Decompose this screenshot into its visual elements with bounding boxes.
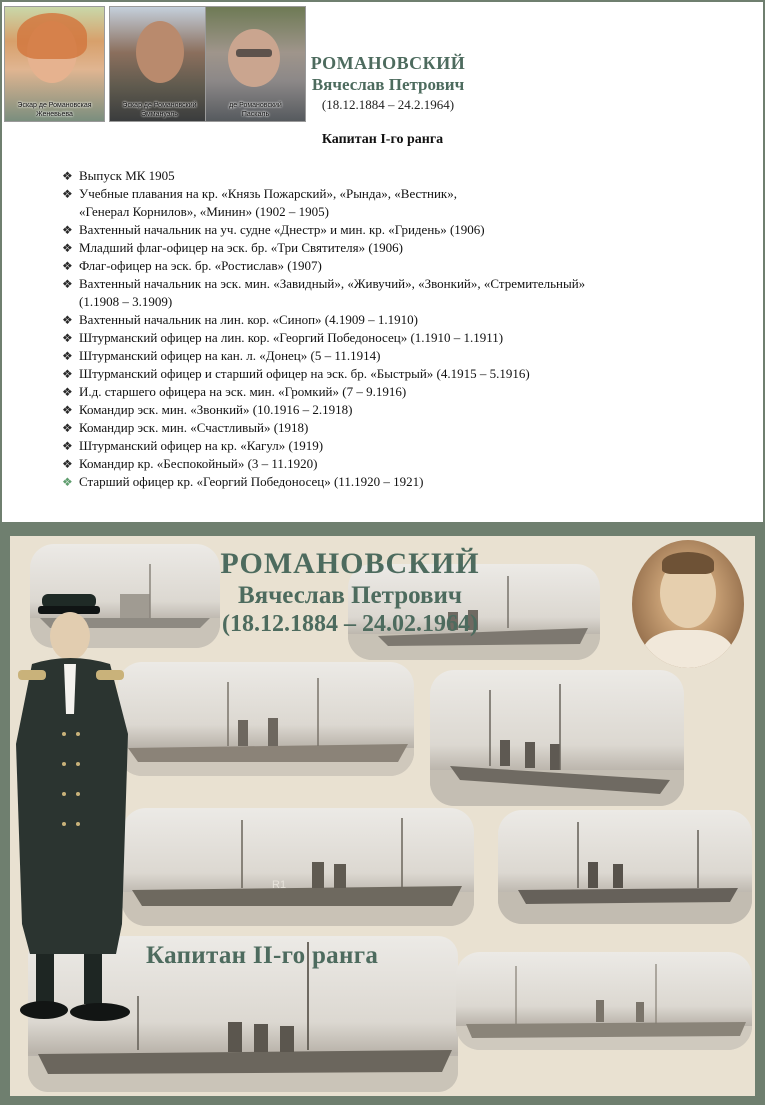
hair-shape: [662, 552, 714, 574]
ship-photo-3: [118, 662, 414, 776]
service-record-text: Вахтенный начальник на эск. мин. «Завидный», «Живучий», «Звонкий», «Стремительный»: [79, 276, 586, 291]
service-record-text: И.д. старшего офицера на эск. мин. «Громкий» (7 – 9.1916): [79, 384, 407, 399]
officer-figure: [10, 594, 140, 1024]
poster-panel: [10, 536, 755, 1096]
diamond-bullet-icon: ❖: [62, 241, 73, 255]
diamond-bullet-icon: ❖: [62, 421, 73, 435]
diamond-bullet-icon: ❖: [62, 475, 73, 489]
uniform-collar-shape: [642, 630, 734, 668]
poster-life-dates: (18.12.1884 – 24.02.1964): [222, 611, 478, 637]
service-record-item: [60, 257, 750, 275]
service-record-item: [60, 239, 750, 257]
service-record-list: [60, 167, 750, 491]
service-record-text: Командир кр. «Беспокойный» (3 – 11.1920): [79, 456, 318, 471]
service-record-item: [60, 311, 750, 329]
service-record-text: Вахтенный начальник на лин. кор. «Синоп» (4.1909 – 1.1910): [79, 312, 418, 327]
diamond-bullet-icon: ❖: [62, 457, 73, 471]
face-shape: [228, 29, 280, 87]
ship-photo-8: [456, 952, 752, 1050]
relative-photo-emmanuel: [109, 6, 210, 122]
photo-caption: Эскар де Романовская Женевьева: [17, 102, 92, 118]
relative-photo-genevieve: [4, 6, 105, 122]
diamond-bullet-icon: ❖: [62, 313, 73, 327]
name-heading: [298, 52, 478, 114]
service-record-text: Старший офицер кр. «Георгий Победоносец» (11.1920 – 1921): [79, 474, 424, 489]
diamond-bullet-icon: ❖: [62, 385, 73, 399]
service-record-text: Выпуск МК 1905: [79, 168, 175, 183]
diamond-bullet-icon: ❖: [62, 259, 73, 273]
service-record-text: Флаг-офицер на эск. бр. «Ростислав» (1907): [79, 258, 322, 273]
poster-name-heading: [195, 546, 505, 638]
service-record-item: [60, 437, 750, 455]
service-record-text: Командир эск. мин. «Счастливый» (1918): [79, 420, 309, 435]
diamond-bullet-icon: ❖: [62, 403, 73, 417]
service-record-item: [60, 401, 750, 419]
biography-panel: [2, 2, 763, 522]
service-record-text: Вахтенный начальник на уч. судне «Днестр» и мин. кр. «Гридень» (1906): [79, 222, 485, 237]
service-record-item: [60, 419, 750, 437]
diamond-bullet-icon: ❖: [62, 187, 73, 201]
service-record-text-continued: (1.1908 – 3.1909): [79, 294, 173, 309]
service-record-text-continued: «Генерал Корнилов», «Минин» (1902 – 1905): [79, 204, 330, 219]
glasses-shape: [236, 49, 272, 57]
rank-title: Капитан I-го ранга: [321, 132, 444, 147]
surname: РОМАНОВСКИЙ: [310, 53, 466, 73]
service-record-item: [60, 185, 750, 221]
life-dates: (18.12.1884 – 24.2.1964): [321, 97, 455, 112]
ship-photo-5: [122, 808, 474, 926]
service-record-text: Младший флаг-офицер на эск. бр. «Три Святителя» (1906): [79, 240, 403, 255]
ship-photo-4: [430, 670, 684, 806]
service-record-text: Штурманский офицер на кр. «Кагул» (1919): [79, 438, 324, 453]
relative-photo-pascal: [205, 6, 306, 122]
given-names: Вячеслав Петрович: [311, 75, 465, 94]
poster-given-names: Вячеслав Петрович: [238, 582, 462, 609]
service-record-text: Учебные плавания на кр. «Князь Пожарский», «Рында», «Вестник»,: [79, 186, 457, 201]
officer-portrait: [632, 540, 744, 668]
diamond-bullet-icon: ❖: [62, 439, 73, 453]
face-shape: [136, 21, 184, 83]
service-record-item: [60, 329, 750, 347]
service-record-item: [60, 347, 750, 365]
service-record-text: Штурманский офицер и старший офицер на эск. бр. «Быстрый» (4.1915 – 5.1916): [79, 366, 530, 381]
ship-photo-6: [498, 810, 752, 924]
ship-marking: R1: [272, 879, 287, 891]
diamond-bullet-icon: ❖: [62, 367, 73, 381]
service-record-item: [60, 383, 750, 401]
diamond-bullet-icon: ❖: [62, 277, 73, 291]
photo-caption: Эскар де Романовский Эммануэль: [122, 102, 197, 118]
service-record-item: [60, 167, 750, 185]
service-record-item: [60, 365, 750, 383]
service-record-item: [60, 275, 750, 311]
service-record-item: [60, 455, 750, 473]
service-record-item: [60, 473, 750, 491]
service-record-item: [60, 221, 750, 239]
hair-shape: [17, 13, 87, 59]
diamond-bullet-icon: ❖: [62, 349, 73, 363]
poster-surname: РОМАНОВСКИЙ: [220, 547, 480, 580]
poster-rank-title: Капитан II-го ранга: [146, 942, 379, 969]
diamond-bullet-icon: ❖: [62, 331, 73, 345]
diamond-bullet-icon: ❖: [62, 223, 73, 237]
diamond-bullet-icon: ❖: [62, 169, 73, 183]
service-record-text: Штурманский офицер на лин. кор. «Георгий Победоносец» (1.1910 – 1.1911): [79, 330, 504, 345]
photo-caption: де Романовский Паскаль: [229, 102, 282, 118]
service-record-text: Штурманский офицер на кан. л. «Донец» (5 – 11.1914): [79, 348, 381, 363]
service-record-text: Командир эск. мин. «Звонкий» (10.1916 – 2.1918): [79, 402, 353, 417]
